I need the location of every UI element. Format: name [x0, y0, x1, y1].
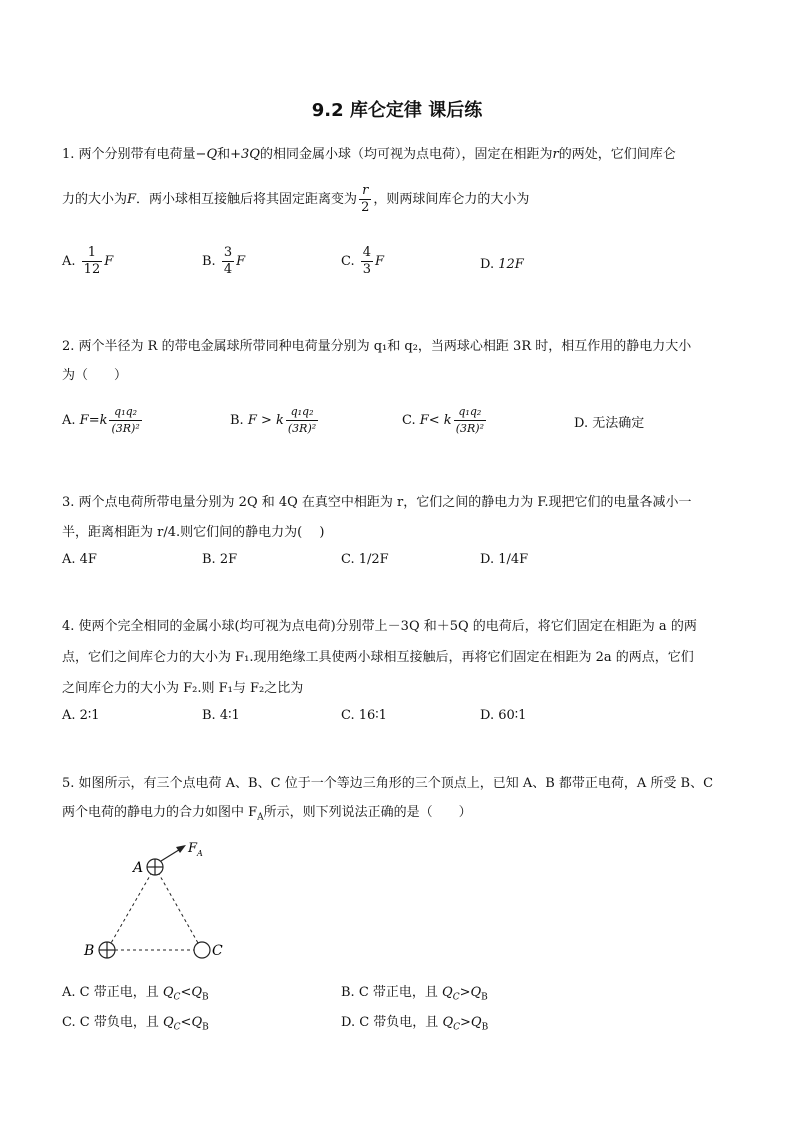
label-a: A — [133, 860, 144, 876]
q1-text-b: 和+ — [217, 147, 242, 162]
q1-charge1: −Q — [195, 147, 218, 162]
q4-option-a[interactable]: A. 2∶1 — [62, 708, 100, 723]
q1-charge2: 3Q — [241, 147, 260, 162]
q5-option-d[interactable]: D. C 带负电，且 $Q_C>Q_B$ — [341, 1015, 489, 1033]
q1-option-c[interactable]: C. $\frac{4}{3}$ F — [341, 245, 385, 277]
triangle-charge-diagram — [80, 835, 250, 965]
q1-F: F — [127, 192, 137, 207]
q4-option-c[interactable]: C. 16∶1 — [341, 708, 387, 723]
q1-text-f: ．两小球相互接触后将其固定距离变为 — [136, 192, 358, 207]
q1-line2 — [62, 183, 529, 216]
q1-fraction: $\frac{r}{2}$ — [361, 183, 370, 215]
q1-text-c: 的相同金属小球（均可视为点电荷），固定在相距为 — [259, 147, 553, 162]
q4-line3: 之间库仑力的大小为 F₂.则 F₁与 F₂之比为 — [62, 681, 304, 696]
q4-option-d[interactable]: D. 60∶1 — [480, 708, 527, 723]
q2-option-a[interactable]: A. F=k $\frac{\text{q₁q₂}}{\text{(3R)²}}$ — [62, 405, 140, 435]
label-b: B — [84, 943, 95, 959]
q1-text-a: 1. 两个分别带有电荷量 — [62, 147, 196, 162]
q1-text-g: ，则两球间库仑力的大小为 — [373, 192, 530, 207]
page-title: 9.2 库仑定律 课后练 — [311, 100, 483, 121]
force-arrow-icon — [161, 845, 186, 861]
q1-r: r — [552, 147, 559, 162]
q3-option-b[interactable]: B. 2F — [202, 552, 238, 567]
q3-option-c[interactable]: C. 1/2F — [341, 552, 389, 567]
q2-option-c[interactable]: C. F< k $\frac{\text{q₁q₂}}{\text{(3R)²}}$ — [402, 405, 484, 435]
force-label-sub: A — [197, 849, 203, 858]
q2-option-d[interactable]: D. 无法确定 — [574, 416, 645, 431]
q2-line2: 为（ ） — [62, 368, 128, 383]
q3-option-d[interactable]: D. 1/4F — [480, 552, 529, 567]
q4-line1: 4. 使两个完全相同的金属小球(均可视为点电荷)分别带上－3Q 和＋5Q 的电荷后，将它们固定在相距为 a 的两 — [62, 619, 697, 634]
q1-line1 — [62, 143, 676, 162]
edge-ac — [155, 867, 202, 950]
q1-text-e: 力的大小为 — [62, 192, 128, 207]
q2-option-b[interactable]: B. F > k $\frac{\text{q₁q₂}}{\text{(3R)²}}$ — [230, 405, 317, 435]
q5-option-a[interactable]: A. C 带正电，且 $Q_C<Q_B$ — [62, 985, 209, 1003]
q5-line1: 5. 如图所示，有三个点电荷 A、B、C 位于一个等边三角形的三个顶点上，已知 A、B 都带正电荷，A 所受 B、C — [62, 776, 714, 791]
q1-option-b[interactable]: B. $\frac{3}{4}$ F — [202, 245, 246, 277]
label-c: C — [212, 943, 223, 959]
q5-option-b[interactable]: B. C 带正电，且 $Q_C>Q_B$ — [341, 985, 488, 1003]
q3-line1: 3. 两个点电荷所带电量分别为 2Q 和 4Q 在真空中相距为 r，它们之间的静电力为 F.现把它们的电量各减小一 — [62, 495, 692, 510]
q1-text-d: 的两处，它们间库仑 — [558, 147, 676, 162]
q3-line2: 半，距离相距为 r/4.则它们间的静电力为( ) — [62, 525, 325, 540]
charge-b-icon — [99, 942, 115, 958]
q2-line1: 2. 两个半径为 R 的带电金属球所带同种电荷量分别为 q₁和 q₂，当两球心相距 3R 时，相互作用的静电力大小 — [62, 339, 692, 354]
q1-option-d[interactable]: D. 12F — [480, 257, 524, 272]
q4-line2: 点，它们之间库仑力的大小为 F₁.现用绝缘工具使两小球相互接触后，再将它们固定在相距为 2a 的两点，它们 — [62, 650, 694, 665]
q4-option-b[interactable]: B. 4∶1 — [202, 708, 240, 723]
q5-option-c[interactable]: C. C 带负电，且 $Q_C<Q_B$ — [62, 1015, 209, 1033]
q5-line2: 两个电荷的静电力的合力如图中 $F_A$所示，则下列说法正确的是（ ） — [62, 805, 472, 823]
force-label: F — [188, 841, 198, 856]
edge-ab — [107, 867, 155, 950]
q1-option-a[interactable]: A. $\frac{1}{12}$ F — [62, 245, 114, 277]
charge-c-icon — [194, 942, 210, 958]
charge-a-icon — [147, 859, 163, 875]
q3-option-a[interactable]: A. 4F — [62, 552, 97, 567]
